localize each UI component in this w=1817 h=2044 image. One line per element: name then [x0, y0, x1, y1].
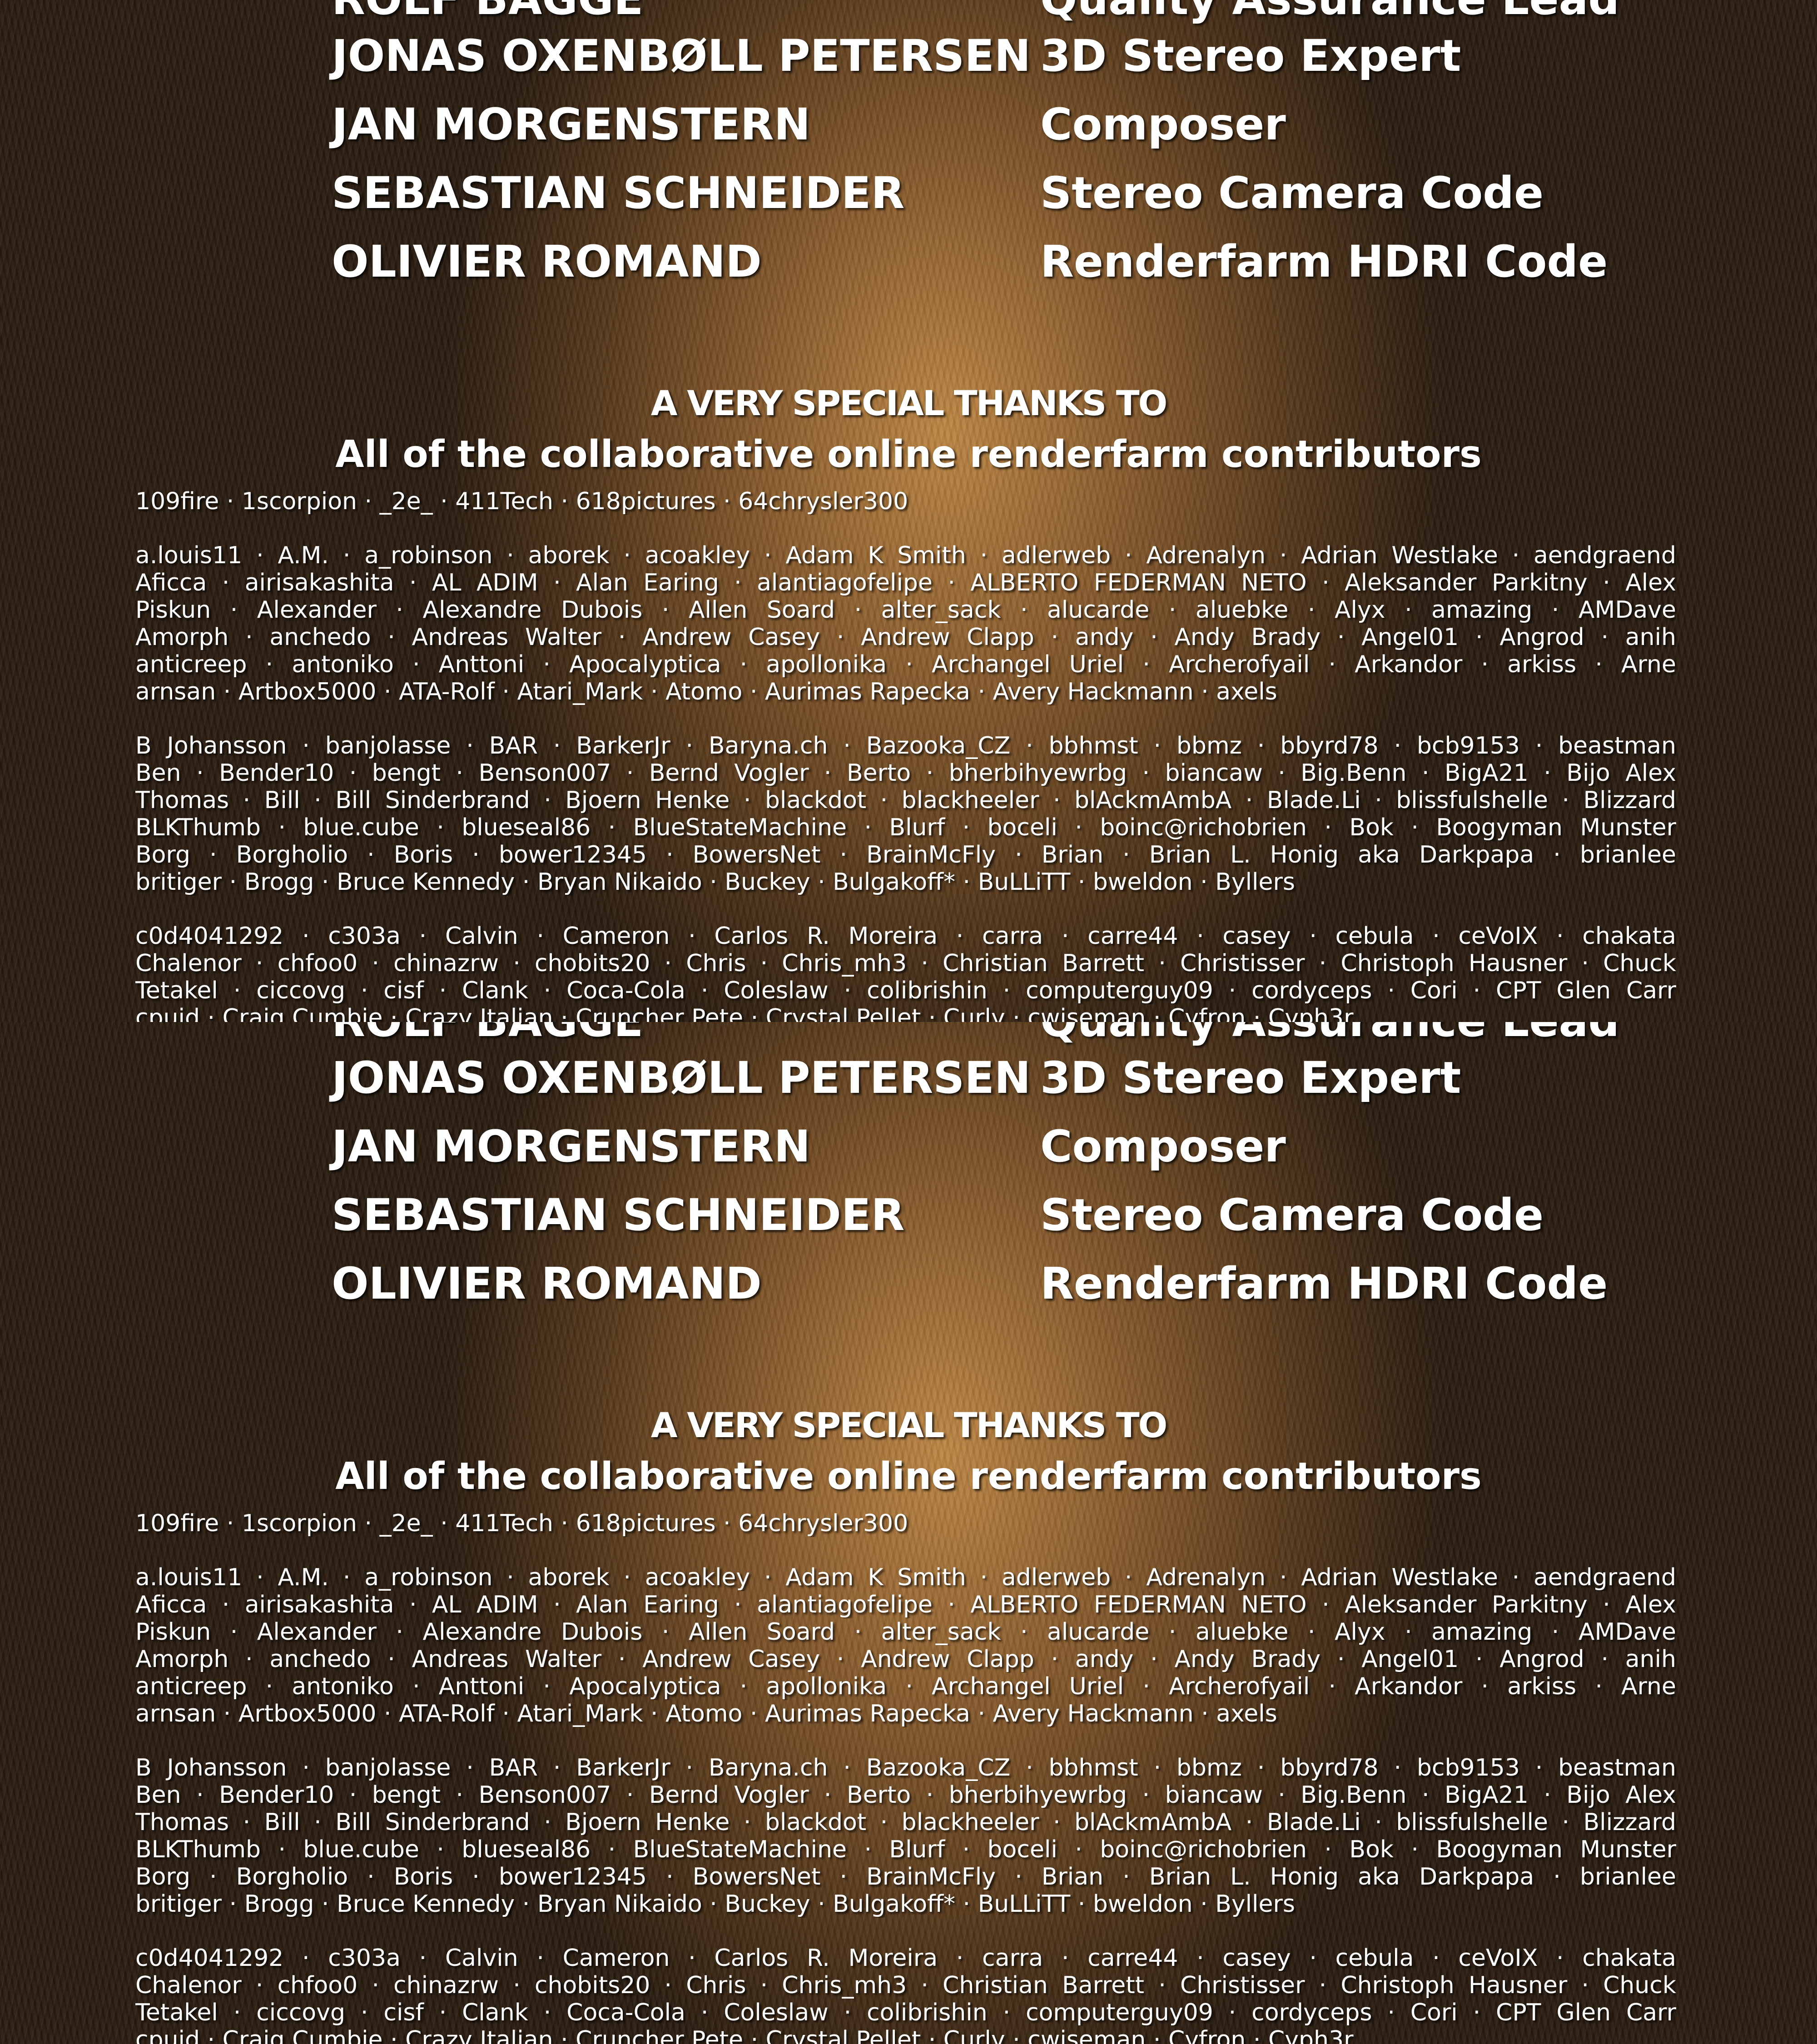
contributor-line: anticreep · antoniko · Anttoni · Apocalyptica · apollonika · Archangel Uriel · Archerofyail · Arkandor · arkiss · Arne [135, 651, 1676, 678]
contributor-line: Amorph · anchedo · Andreas Walter · Andrew Casey · Andrew Clapp · andy · Andy Brady · Angel01 · Angrod · anih [135, 624, 1676, 651]
contributor-line: c0d4041292 · c303a · Calvin · Cameron · Carlos R. Moreira · carra · carre44 · casey · cebula · ceVoIX · chakata [135, 1945, 1676, 1972]
contributor-line: britiger · Brogg · Bruce Kennedy · Bryan Nikaido · Buckey · Bulgakoff* · BuLLiTT · bweldon · Byllers [135, 868, 1676, 896]
contributor-line: B Johansson · banjolasse · BAR · BarkerJr · Baryna.ch · Bazooka_CZ · bbhmst · bbmz · bbyrd78 · bcb9153 · beastman [135, 732, 1676, 759]
contributor-line: Aficca · airisakashita · AL ADIM · Alan Earing · alantiagofelipe · ALBERTO FEDERMAN NETO · Aleksander Parkitny · Alex [135, 1591, 1676, 1618]
contributor-line: cpuid · Craig Cumbie · Crazy Italian · Cruncher Pete · Crystal Pellet · Curly · cwiseman · Cyfron · Cyph3r [135, 1004, 1676, 1022]
contributor-line: Chalenor · chfoo0 · chinazrw · chobits20 · Chris · Chris_mh3 · Christian Barrett · Christisser · Christoph Hausner · Chuck [135, 1972, 1676, 1999]
contributor-line: Borg · Borgholio · Boris · bower12345 · BowersNet · BrainMcFly · Brian · Brian L. Honig aka Darkpapa · brianlee [135, 841, 1676, 868]
credit-name: SEBASTIAN SCHNEIDER [332, 1193, 904, 1237]
contributor-line: Amorph · anchedo · Andreas Walter · Andrew Casey · Andrew Clapp · andy · Andy Brady · Angel01 · Angrod · anih [135, 1646, 1676, 1673]
contributor-line: britiger · Brogg · Bruce Kennedy · Bryan Nikaido · Buckey · Bulgakoff* · BuLLiTT · bweldon · Byllers [135, 1890, 1676, 1918]
credit-role: Stereo Camera Code [1040, 171, 1544, 215]
credit-role: Composer [1040, 1125, 1286, 1168]
contributor-line: B Johansson · banjolasse · BAR · BarkerJr · Baryna.ch · Bazooka_CZ · bbhmst · bbmz · bbyrd78 · bcb9153 · beastman [135, 1754, 1676, 1781]
credit-name: OLIVIER ROMAND [332, 240, 762, 283]
thanks-title: A VERY SPECIAL THANKS TO [0, 386, 1817, 421]
contributor-line: arnsan · Artbox5000 · ATA-Rolf · Atari_Mark · Atomo · Aurimas Rapecka · Avery Hackmann · axels [135, 678, 1676, 705]
contributor-line: c0d4041292 · c303a · Calvin · Cameron · Carlos R. Moreira · carra · carre44 · casey · cebula · ceVoIX · chakata [135, 923, 1676, 950]
credit-name: JAN MORGENSTERN [332, 1125, 810, 1168]
credit-name: JONAS OXENBØLL PETERSEN [332, 34, 1031, 78]
contributor-line: Borg · Borgholio · Boris · bower12345 · BowersNet · BrainMcFly · Brian · Brian L. Honig aka Darkpapa · brianlee [135, 1863, 1676, 1890]
credit-role: Stereo Camera Code [1040, 1193, 1544, 1237]
credit-name: JONAS OXENBØLL PETERSEN [332, 1056, 1031, 1100]
contributor-line: Chalenor · chfoo0 · chinazrw · chobits20 · Chris · Chris_mh3 · Christian Barrett · Christisser · Christoph Hausner · Chuck [135, 950, 1676, 977]
contributor-line: Ben · Bender10 · bengt · Benson007 · Bernd Vogler · Berto · bherbihyewrbg · biancaw · Big.Benn · BigA21 · Bijo Alex [135, 1781, 1676, 1809]
credit-role: 3D Stereo Expert [1040, 34, 1461, 78]
credit-name: SEBASTIAN SCHNEIDER [332, 171, 904, 215]
contributor-line: Thomas · Bill · Bill Sinderbrand · Bjoern Henke · blackdot · blackheeler · blAckmAmbA · Blade.Li · blissfulshelle · Blizzard [135, 787, 1676, 814]
credit-role: 3D Stereo Expert [1040, 1056, 1461, 1100]
thanks-subtitle: All of the collaborative online renderfarm contributors [0, 436, 1817, 473]
contributor-line: 109fire · 1scorpion · _2e_ · 411Tech · 618pictures · 64chrysler300 [135, 488, 1676, 515]
contributor-line: Tetakel · ciccovg · cisf · Clank · Coca-Cola · Coleslaw · colibrishin · computerguy09 · cordyceps · Cori · CPT Glen Carr [135, 977, 1676, 1004]
contributor-line: anticreep · antoniko · Anttoni · Apocalyptica · apollonika · Archangel Uriel · Archerofyail · Arkandor · arkiss · Arne [135, 1673, 1676, 1700]
thanks-subtitle: All of the collaborative online renderfarm contributors [0, 1458, 1817, 1495]
credit-name: JAN MORGENSTERN [332, 103, 810, 146]
contributor-line: Piskun · Alexander · Alexandre Dubois · Allen Soard · alter_sack · alucarde · aluebke · Alyx · amazing · AMDave [135, 596, 1676, 624]
credit-name: OLIVIER ROMAND [332, 1262, 762, 1305]
contributor-line: Thomas · Bill · Bill Sinderbrand · Bjoern Henke · blackdot · blackheeler · blAckmAmbA · Blade.Li · blissfulshelle · Blizzard [135, 1809, 1676, 1836]
credit-role: Composer [1040, 103, 1286, 146]
contributor-line: a.louis11 · A.M. · a_robinson · aborek · acoakley · Adam K Smith · adlerweb · Adrenalyn · Adrian Westlake · aendgraend [135, 542, 1676, 569]
contributor-line: cpuid · Craig Cumbie · Crazy Italian · Cruncher Pete · Crystal Pellet · Curly · cwiseman · Cyfron · Cyph3r [135, 2026, 1676, 2044]
contributor-line: Ben · Bender10 · bengt · Benson007 · Bernd Vogler · Berto · bherbihyewrbg · biancaw · Big.Benn · BigA21 · Bijo Alex [135, 759, 1676, 787]
credit-role: Renderfarm HDRI Code [1040, 1262, 1608, 1305]
contributor-line: Piskun · Alexander · Alexandre Dubois · Allen Soard · alter_sack · alucarde · aluebke · Alyx · amazing · AMDave [135, 1618, 1676, 1646]
contributor-line: Aficca · airisakashita · AL ADIM · Alan Earing · alantiagofelipe · ALBERTO FEDERMAN NETO · Aleksander Parkitny · Alex [135, 569, 1676, 596]
contributor-line: BLKThumb · blue.cube · blueseal86 · BlueStateMachine · Blurf · boceli · boinc@richobrien · Bok · Boogyman Munster [135, 814, 1676, 841]
contributor-line: Tetakel · ciccovg · cisf · Clank · Coca-Cola · Coleslaw · colibrishin · computerguy09 · cordyceps · Cori · CPT Glen Carr [135, 1999, 1676, 2026]
contributor-line: BLKThumb · blue.cube · blueseal86 · BlueStateMachine · Blurf · boceli · boinc@richobrien · Bok · Boogyman Munster [135, 1836, 1676, 1863]
contributor-line: 109fire · 1scorpion · _2e_ · 411Tech · 618pictures · 64chrysler300 [135, 1510, 1676, 1537]
contributor-line: arnsan · Artbox5000 · ATA-Rolf · Atari_Mark · Atomo · Aurimas Rapecka · Avery Hackmann · axels [135, 1700, 1676, 1727]
credit-role: Renderfarm HDRI Code [1040, 240, 1608, 283]
thanks-title: A VERY SPECIAL THANKS TO [0, 1408, 1817, 1443]
contributor-line: a.louis11 · A.M. · a_robinson · aborek · acoakley · Adam K Smith · adlerweb · Adrenalyn · Adrian Westlake · aendgraend [135, 1564, 1676, 1591]
